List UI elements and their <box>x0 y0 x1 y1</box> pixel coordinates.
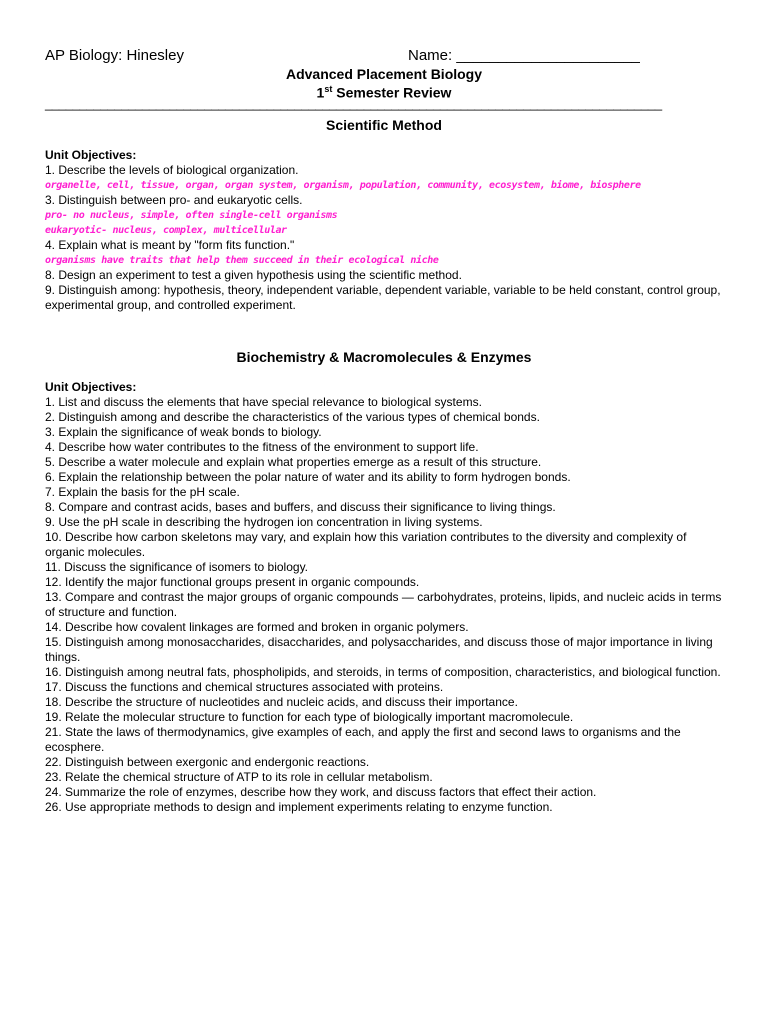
objective-item: 3. Distinguish between pro- and eukaryotic cells. <box>45 193 303 207</box>
name-field: Name: ______________________ <box>408 47 640 64</box>
subtitle-number: 1 <box>316 84 325 101</box>
section-title-scientific-method: Scientific Method <box>326 117 442 133</box>
objective-item: 4. Describe how water contributes to the fitness of the environment to support life. <box>45 440 479 454</box>
subtitle-ordinal: st <box>324 84 333 94</box>
objectives-label: Unit Objectives: <box>45 148 137 162</box>
objective-item: 11. Discuss the significance of isomers to biology. <box>45 560 309 574</box>
objective-item: 8. Compare and contrast acids, bases and buffers, and discuss their significance to living things. <box>45 500 556 514</box>
objective-item: 23. Relate the chemical structure of ATP to its role in cellular metabolism. <box>45 770 433 784</box>
section-scientific-method <box>45 148 725 313</box>
objective-item: 8. Design an experiment to test a given hypothesis using the scientific method. <box>45 268 462 282</box>
objective-item: 24. Summarize the role of enzymes, describe how they work, and discuss factors that effect their action. <box>45 785 597 799</box>
handwritten-answer: organelle, cell, tissue, organ, organ system, organism, population, community, ecosystem, biome, biosphere <box>45 180 641 191</box>
objective-item: 2. Distinguish among and describe the characteristics of the various types of chemical bonds. <box>45 410 540 424</box>
objective-item: 14. Describe how covalent linkages are formed and broken in organic polymers. <box>45 620 469 634</box>
objective-item: 10. Describe how carbon skeletons may vary, and explain how this variation contributes to the diversity and complexity of organic molecules. <box>45 530 687 559</box>
objective-item: 16. Distinguish among neutral fats, phospholipids, and steroids, in terms of composition, characteristics, and biological function. <box>45 665 721 679</box>
handwritten-answer: pro- no nucleus, simple, often single-cell organisms <box>45 210 338 221</box>
header-rule: _________________________________________________________________________________________ <box>45 96 662 111</box>
handwritten-answer: eukaryotic- nucleus, complex, multicellular <box>45 225 287 236</box>
objectives-label: Unit Objectives: <box>45 380 137 394</box>
objective-item: 1. List and discuss the elements that have special relevance to biological systems. <box>45 395 482 409</box>
section-title-biochemistry: Biochemistry & Macromolecules & Enzymes <box>236 349 532 365</box>
objective-item: 19. Relate the molecular structure to function for each type of biologically important macromolecule. <box>45 710 574 724</box>
handwritten-answer: organisms have traits that help them succeed in their ecological niche <box>45 255 439 266</box>
objective-item: 5. Describe a water molecule and explain what properties emerge as a result of this structure. <box>45 455 542 469</box>
section-biochemistry <box>45 380 725 815</box>
objective-item: 18. Describe the structure of nucleotides and nucleic acids, and discuss their importance. <box>45 695 518 709</box>
objective-item: 12. Identify the major functional groups present in organic compounds. <box>45 575 420 589</box>
objective-item: 15. Distinguish among monosaccharides, disaccharides, and polysaccharides, and discuss those of major importance in living things. <box>45 635 713 664</box>
objective-item: 7. Explain the basis for the pH scale. <box>45 485 240 499</box>
objective-item: 3. Explain the significance of weak bonds to biology. <box>45 425 322 439</box>
objective-item: 9. Use the pH scale in describing the hydrogen ion concentration in living systems. <box>45 515 483 529</box>
subtitle-text: Semester Review <box>332 84 452 101</box>
objective-item: 4. Explain what is meant by "form fits function." <box>45 238 295 252</box>
objective-item: 13. Compare and contrast the major groups of organic compounds — carbohydrates, proteins, lipids, and nucleic acids in terms of structure and function. <box>45 590 722 619</box>
objective-item: 6. Explain the relationship between the polar nature of water and its ability to form hydrogen bonds. <box>45 470 571 484</box>
objective-item: 17. Discuss the functions and chemical structures associated with proteins. <box>45 680 444 694</box>
objective-item: 26. Use appropriate methods to design and implement experiments relating to enzyme function. <box>45 800 553 814</box>
objective-item: 9. Distinguish among: hypothesis, theory, independent variable, dependent variable, variable to be held constant, control group, experimental group, and controlled experiment. <box>45 283 721 312</box>
objective-item: 22. Distinguish between exergonic and endergonic reactions. <box>45 755 370 769</box>
course-label: AP Biology: Hinesley <box>45 47 184 64</box>
objective-item: 21. State the laws of thermodynamics, give examples of each, and apply the first and second laws to organisms and the ecosphere. <box>45 725 681 754</box>
objective-item: 1. Describe the levels of biological organization. <box>45 163 299 177</box>
document-title: Advanced Placement Biology <box>285 66 483 82</box>
